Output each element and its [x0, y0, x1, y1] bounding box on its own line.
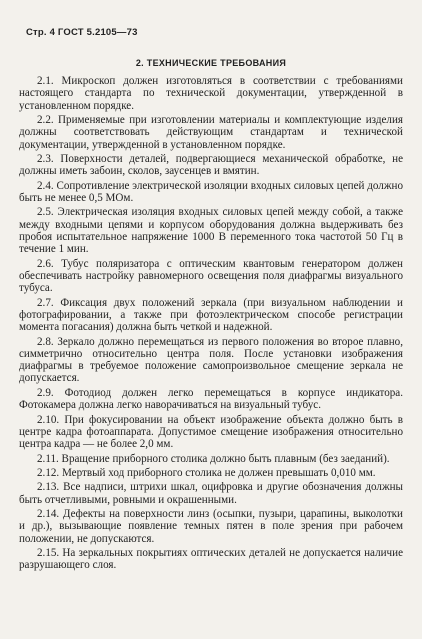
paragraph-2-10: 2.10. При фокусировании на объект изображение объекта должно быть в центре кадра фотоаппарата. Допустимое смещение изображения относительно центра кадра — не более 2,0 мм.: [19, 413, 403, 451]
paragraph-2-6: 2.6. Тубус поляризатора с оптическим квантовым генератором должен обеспечивать настройку равномерного освещения поля диафрагмы визуального тубуса.: [19, 257, 403, 295]
paragraph-2-14: 2.14. Дефекты на поверхности линз (осыпки, пузыри, царапины, выколотки и др.), вызывающие появление темных пятен в поле зрения при рабочем положении, не допускаются.: [19, 508, 403, 545]
paragraph-2-4: 2.4. Сопротивление электрической изоляции входных силовых цепей должно быть не менее 0,5 МОм.: [19, 179, 403, 204]
paragraph-2-5: 2.5. Электрическая изоляция входных силовых цепей между собой, а также между входными цепями и корпусом оборудования должна выдерживать без пробоя испытательное напряжение 1000 В переменного тока частотой 50 Гц в течение 1 мин.: [19, 206, 403, 256]
paragraph-2-15: 2.15. На зеркальных покрытиях оптических деталей не допускается наличие разрушающего слоя.: [19, 547, 403, 572]
paragraph-2-13: 2.13. Все надписи, штрихи шкал, оцифровка и другие обозначения должны быть отчетливыми, ровными и окрашенными.: [19, 481, 403, 506]
paragraph-2-8: 2.8. Зеркало должно перемещаться из первого положения во второе плавно, симметрично относительно центра поля. После установки изображения диафрагмы в требуемое положение самопроизвольное смещение зеркала не допускается.: [19, 335, 403, 385]
section-title: 2. ТЕХНИЧЕСКИЕ ТРЕБОВАНИЯ: [135, 58, 287, 68]
document-body: [19, 75, 403, 574]
page-header: Стр. 4 ГОСТ 5.2105—73: [26, 27, 138, 38]
paragraph-2-2: 2.2. Применяемые при изготовлении материалы и комплектующие изделия должны соответствовать действующим стандартам и технической документации, утвержденной в установленном порядке.: [19, 113, 403, 151]
paragraph-2-7: 2.7. Фиксация двух положений зеркала (при визуальном наблюдении и фотографировании, а также при фотоэлектрическом способе регистрации момента погасания) должна быть четкой и надежной.: [19, 296, 403, 334]
paragraph-2-11: 2.11. Вращение приборного столика должно быть плавным (без заеданий).: [37, 452, 390, 465]
paragraph-2-1: 2.1. Микроскоп должен изготовляться в соответствии с требованиями настоящего стандарта по технической документации, утвержденной в установленном порядке.: [19, 75, 403, 112]
paragraph-2-9: 2.9. Фотодиод должен легко перемещаться в корпусе индикатора. Фотокамера должна легко наворачиваться на визуальный тубус.: [19, 386, 403, 412]
paragraph-2-12: 2.12. Мертвый ход приборного столика не должен превышать 0,010 мм.: [37, 466, 376, 479]
paragraph-2-3: 2.3. Поверхности деталей, подвергающиеся механической обработке, не должны иметь забоин, сколов, заусенцев и вмятин.: [19, 152, 403, 178]
